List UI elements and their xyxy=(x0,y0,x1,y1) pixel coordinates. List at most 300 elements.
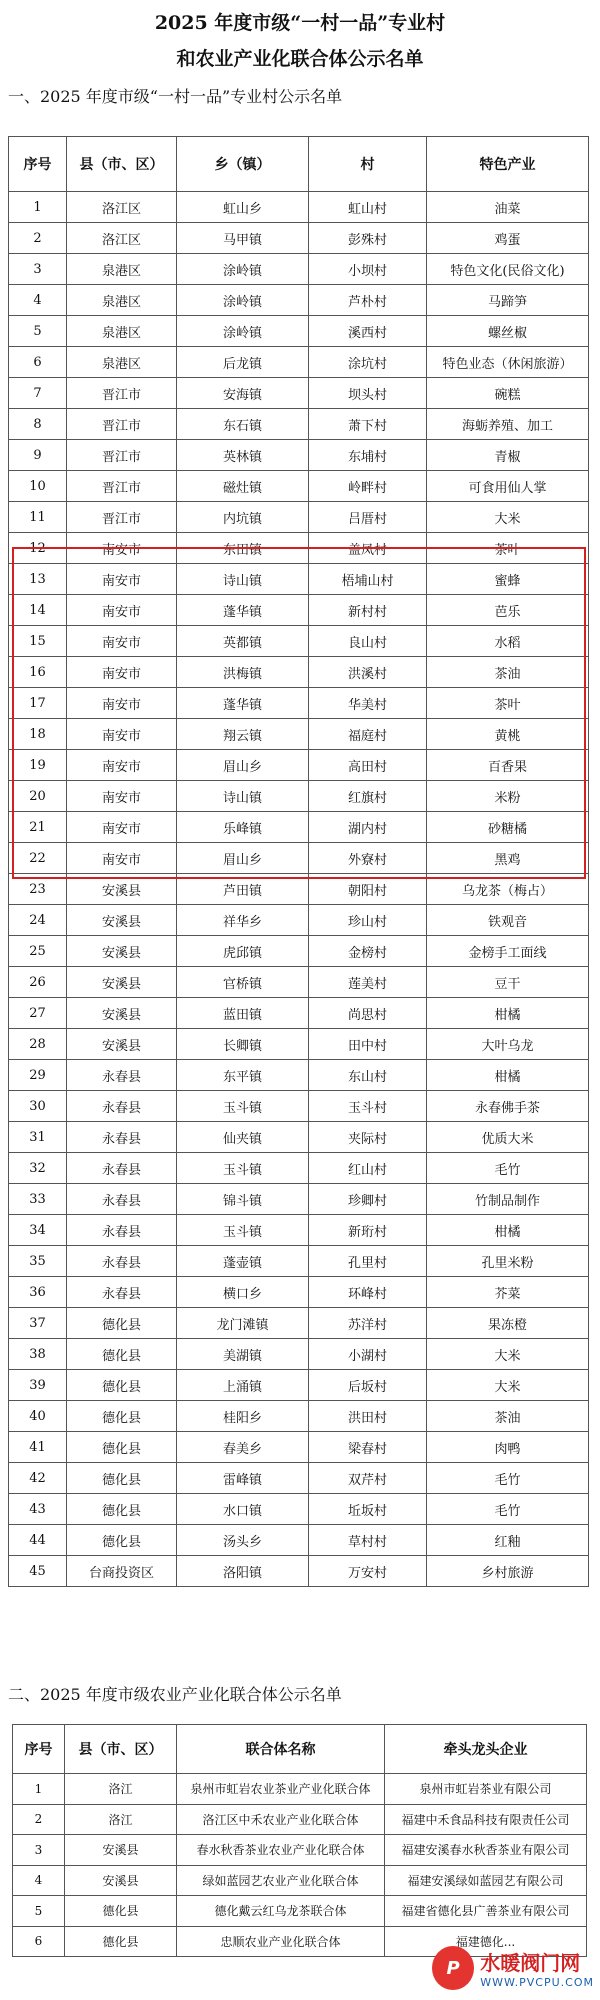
table-cell: 桂阳乡 xyxy=(177,1401,309,1432)
table-cell: 24 xyxy=(9,905,67,936)
table-cell: 磁灶镇 xyxy=(177,471,309,502)
table-cell: 永春县 xyxy=(67,1122,177,1153)
table-cell: 红旗村 xyxy=(309,781,427,812)
table-cell: 21 xyxy=(9,812,67,843)
table-cell: 南安市 xyxy=(67,564,177,595)
table-cell: 新珩村 xyxy=(309,1215,427,1246)
table-cell: 晋江市 xyxy=(67,409,177,440)
table-row xyxy=(9,285,589,316)
table-row xyxy=(9,1339,589,1370)
table-cell: 小湖村 xyxy=(309,1339,427,1370)
table-cell: 安溪县 xyxy=(67,936,177,967)
section1-heading: 一、2025 年度市级“一村一品”专业村公示名单 xyxy=(8,87,343,106)
table-row xyxy=(9,1029,589,1060)
table-cell: 官桥镇 xyxy=(177,967,309,998)
table-cell: 蓬壶镇 xyxy=(177,1246,309,1277)
watermark xyxy=(432,1942,594,1994)
table-cell: 茶叶 xyxy=(427,688,589,719)
table-row xyxy=(9,936,589,967)
table-cell: 安溪县 xyxy=(67,1029,177,1060)
table-cell: 梧埔山村 xyxy=(309,564,427,595)
table-cell: 百香果 xyxy=(427,750,589,781)
table-cell: 吕厝村 xyxy=(309,502,427,533)
table-cell: 12 xyxy=(9,533,67,564)
table-cell: 黄桃 xyxy=(427,719,589,750)
section2-heading: 二、2025 年度市级农业产业化联合体公示名单 xyxy=(8,1685,342,1704)
table-cell: 40 xyxy=(9,1401,67,1432)
table-cell: 福建安溪春水秋香茶业有限公司 xyxy=(385,1835,587,1866)
table-cell: 永春县 xyxy=(67,1277,177,1308)
table-cell: 特色文化(民俗文化) xyxy=(427,254,589,285)
watermark-site: WWW.PVCPU.COM xyxy=(480,1976,594,1989)
table-cell: 乡村旅游 xyxy=(427,1556,589,1587)
table-cell: 德化县 xyxy=(65,1926,177,1957)
village-table xyxy=(8,136,589,1587)
table-cell: 安溪县 xyxy=(65,1865,177,1896)
table-header-row xyxy=(9,137,589,192)
table-row xyxy=(9,1432,589,1463)
table-cell: 安溪县 xyxy=(65,1835,177,1866)
table-cell: 芥菜 xyxy=(427,1277,589,1308)
table-cell: 德化县 xyxy=(67,1525,177,1556)
table-cell: 41 xyxy=(9,1432,67,1463)
table-cell: 雷峰镇 xyxy=(177,1463,309,1494)
table-row xyxy=(9,1122,589,1153)
table-cell: 永春县 xyxy=(67,1091,177,1122)
table-cell: 永春县 xyxy=(67,1215,177,1246)
table-cell: 春水秋香茶业农业产业化联合体 xyxy=(177,1835,385,1866)
table-cell: 20 xyxy=(9,781,67,812)
table-cell: 双芹村 xyxy=(309,1463,427,1494)
table-cell: 10 xyxy=(9,471,67,502)
table-row xyxy=(9,812,589,843)
table-cell: 金榜手工面线 xyxy=(427,936,589,967)
column-header: 县（市、区） xyxy=(67,137,177,192)
table-cell: 5 xyxy=(9,316,67,347)
table-cell: 大米 xyxy=(427,1339,589,1370)
table-row xyxy=(9,1184,589,1215)
table-cell: 7 xyxy=(9,378,67,409)
table-row xyxy=(9,905,589,936)
table-cell: 42 xyxy=(9,1463,67,1494)
table-cell: 南安市 xyxy=(67,688,177,719)
table-cell: 福建中禾食品科技有限责任公司 xyxy=(385,1804,587,1835)
table-cell: 横口乡 xyxy=(177,1277,309,1308)
table-cell: 永春县 xyxy=(67,1153,177,1184)
table-cell: 蓝田镇 xyxy=(177,998,309,1029)
table-row xyxy=(9,688,589,719)
table-cell: 蓬华镇 xyxy=(177,595,309,626)
table-cell: 马甲镇 xyxy=(177,223,309,254)
table-cell: 后龙镇 xyxy=(177,347,309,378)
table-row xyxy=(9,967,589,998)
table-cell: 德化县 xyxy=(67,1370,177,1401)
table-cell: 蜜蜂 xyxy=(427,564,589,595)
table-row xyxy=(9,223,589,254)
table-cell: 19 xyxy=(9,750,67,781)
table-cell: 34 xyxy=(9,1215,67,1246)
table-cell: 38 xyxy=(9,1339,67,1370)
column-header: 乡（镇） xyxy=(177,137,309,192)
table-row xyxy=(9,1494,589,1525)
table-cell: 安溪县 xyxy=(67,905,177,936)
table-cell: 13 xyxy=(9,564,67,595)
table-cell: 芭乐 xyxy=(427,595,589,626)
table-cell: 德化县 xyxy=(67,1401,177,1432)
table-cell: 43 xyxy=(9,1494,67,1525)
table-cell: 豆干 xyxy=(427,967,589,998)
table-cell: 8 xyxy=(9,409,67,440)
table-cell: 柑橘 xyxy=(427,1060,589,1091)
table-cell: 肉鸭 xyxy=(427,1432,589,1463)
table-cell: 眉山乡 xyxy=(177,843,309,874)
table-row xyxy=(9,471,589,502)
table-row xyxy=(9,1153,589,1184)
table-cell: 玉斗村 xyxy=(309,1091,427,1122)
table-cell: 坵坂村 xyxy=(309,1494,427,1525)
table-cell: 果冻橙 xyxy=(427,1308,589,1339)
table-cell: 孔里村 xyxy=(309,1246,427,1277)
table-cell: 萧下村 xyxy=(309,409,427,440)
table-cell: 永春县 xyxy=(67,1184,177,1215)
table-cell: 14 xyxy=(9,595,67,626)
table-cell: 米粉 xyxy=(427,781,589,812)
table-cell: 英林镇 xyxy=(177,440,309,471)
table-row xyxy=(9,1215,589,1246)
table-cell: 安溪县 xyxy=(67,998,177,1029)
table-cell: 虹山村 xyxy=(309,192,427,223)
table-row xyxy=(13,1896,587,1927)
table-cell: 优质大米 xyxy=(427,1122,589,1153)
table-cell: 福建德化... xyxy=(385,1926,587,1957)
table-cell: 27 xyxy=(9,998,67,1029)
table-cell: 万安村 xyxy=(309,1556,427,1587)
table-cell: 茶叶 xyxy=(427,533,589,564)
table-cell: 英都镇 xyxy=(177,626,309,657)
table-cell: 南安市 xyxy=(67,719,177,750)
consortium-table xyxy=(12,1724,587,1957)
table-row xyxy=(9,595,589,626)
table-cell: 珍山村 xyxy=(309,905,427,936)
table-row xyxy=(9,1463,589,1494)
table-cell: 茶油 xyxy=(427,1401,589,1432)
table-cell: 眉山乡 xyxy=(177,750,309,781)
table-cell: 37 xyxy=(9,1308,67,1339)
table-cell: 汤头乡 xyxy=(177,1525,309,1556)
table-cell: 4 xyxy=(9,285,67,316)
table-cell: 30 xyxy=(9,1091,67,1122)
table-cell: 上涌镇 xyxy=(177,1370,309,1401)
table-cell: 后坂村 xyxy=(309,1370,427,1401)
table-row xyxy=(9,1525,589,1556)
table-cell: 涂岭镇 xyxy=(177,316,309,347)
table-cell: 马蹄笋 xyxy=(427,285,589,316)
table-cell: 祥华乡 xyxy=(177,905,309,936)
table-cell: 良山村 xyxy=(309,626,427,657)
table-cell: 晋江市 xyxy=(67,471,177,502)
table-cell: 盖凤村 xyxy=(309,533,427,564)
table-cell: 岭畔村 xyxy=(309,471,427,502)
table-cell: 南安市 xyxy=(67,843,177,874)
table-cell: 福庭村 xyxy=(309,719,427,750)
table-cell: 泉港区 xyxy=(67,347,177,378)
column-header: 县（市、区） xyxy=(65,1725,177,1774)
table-row xyxy=(9,440,589,471)
table-cell: 安溪县 xyxy=(67,874,177,905)
table-cell: 美湖镇 xyxy=(177,1339,309,1370)
table-row xyxy=(9,1277,589,1308)
table-cell: 福建安溪绿如蓝园艺有限公司 xyxy=(385,1865,587,1896)
table-cell: 5 xyxy=(13,1896,65,1927)
table-cell: 晋江市 xyxy=(67,502,177,533)
table-cell: 鸡蛋 xyxy=(427,223,589,254)
table-cell: 德化县 xyxy=(67,1308,177,1339)
table-cell: 内坑镇 xyxy=(177,502,309,533)
table-cell: 台商投资区 xyxy=(67,1556,177,1587)
table-cell: 新村村 xyxy=(309,595,427,626)
table-cell: 洛阳镇 xyxy=(177,1556,309,1587)
table-cell: 33 xyxy=(9,1184,67,1215)
table-cell: 玉斗镇 xyxy=(177,1153,309,1184)
table-cell: 朝阳村 xyxy=(309,874,427,905)
table-cell: 洛江 xyxy=(65,1804,177,1835)
table-cell: 南安市 xyxy=(67,750,177,781)
table-cell: 永春县 xyxy=(67,1246,177,1277)
table-cell: 芦田镇 xyxy=(177,874,309,905)
table-cell: 大米 xyxy=(427,502,589,533)
table-cell: 11 xyxy=(9,502,67,533)
table-cell: 砂糖橘 xyxy=(427,812,589,843)
table-cell: 春美乡 xyxy=(177,1432,309,1463)
table-row xyxy=(9,564,589,595)
table-cell: 德化县 xyxy=(67,1339,177,1370)
table-cell: 水稻 xyxy=(427,626,589,657)
table-cell: 诗山镇 xyxy=(177,564,309,595)
table-cell: 外寮村 xyxy=(309,843,427,874)
table-row xyxy=(9,1401,589,1432)
table-row xyxy=(9,657,589,688)
table-cell: 洪田村 xyxy=(309,1401,427,1432)
table-cell: 26 xyxy=(9,967,67,998)
table-row xyxy=(9,998,589,1029)
table-cell: 东石镇 xyxy=(177,409,309,440)
watermark-logo-icon: P xyxy=(432,1946,474,1990)
table-row xyxy=(9,843,589,874)
table-cell: 南安市 xyxy=(67,812,177,843)
table-row xyxy=(9,1556,589,1587)
table-cell: 39 xyxy=(9,1370,67,1401)
table-cell: 2 xyxy=(9,223,67,254)
table-cell: 泉州市虹岩茶业有限公司 xyxy=(385,1774,587,1805)
table-cell: 虹山乡 xyxy=(177,192,309,223)
table-cell: 油菜 xyxy=(427,192,589,223)
table-cell: 南安市 xyxy=(67,657,177,688)
table-cell: 德化县 xyxy=(65,1896,177,1927)
table-row xyxy=(9,533,589,564)
table-cell: 36 xyxy=(9,1277,67,1308)
column-header: 特色产业 xyxy=(427,137,589,192)
table-row xyxy=(9,347,589,378)
table-cell: 3 xyxy=(9,254,67,285)
table-cell: 安溪县 xyxy=(67,967,177,998)
table-cell: 31 xyxy=(9,1122,67,1153)
table-cell: 洪溪村 xyxy=(309,657,427,688)
table-cell: 南安市 xyxy=(67,781,177,812)
table-cell: 15 xyxy=(9,626,67,657)
table-row xyxy=(9,874,589,905)
table-row xyxy=(9,626,589,657)
table-row xyxy=(9,1370,589,1401)
table-cell: 35 xyxy=(9,1246,67,1277)
table-cell: 南安市 xyxy=(67,533,177,564)
table-cell: 洛江区 xyxy=(67,192,177,223)
table-cell: 金榜村 xyxy=(309,936,427,967)
table-cell: 德化县 xyxy=(67,1494,177,1525)
table-cell: 32 xyxy=(9,1153,67,1184)
table-row xyxy=(9,1060,589,1091)
table-cell: 毛竹 xyxy=(427,1153,589,1184)
table-cell: 仙夹镇 xyxy=(177,1122,309,1153)
column-header: 牵头龙头企业 xyxy=(385,1725,587,1774)
table-cell: 高田村 xyxy=(309,750,427,781)
table-cell: 涂岭镇 xyxy=(177,254,309,285)
table-cell: 乐峰镇 xyxy=(177,812,309,843)
table-cell: 28 xyxy=(9,1029,67,1060)
table-row xyxy=(9,781,589,812)
table-cell: 永春佛手茶 xyxy=(427,1091,589,1122)
table-cell: 尚思村 xyxy=(309,998,427,1029)
table-cell: 红山村 xyxy=(309,1153,427,1184)
table-row xyxy=(9,1091,589,1122)
table-cell: 莲美村 xyxy=(309,967,427,998)
table-row xyxy=(13,1865,587,1896)
table-cell: 黑鸡 xyxy=(427,843,589,874)
table-cell: 1 xyxy=(9,192,67,223)
table-cell: 福建省德化县广善茶业有限公司 xyxy=(385,1896,587,1927)
table-cell: 溪西村 xyxy=(309,316,427,347)
table-cell: 大叶乌龙 xyxy=(427,1029,589,1060)
table-cell: 东埔村 xyxy=(309,440,427,471)
table-row xyxy=(13,1835,587,1866)
table-cell: 南安市 xyxy=(67,595,177,626)
table-cell: 小坝村 xyxy=(309,254,427,285)
table-cell: 水口镇 xyxy=(177,1494,309,1525)
table-cell: 茶油 xyxy=(427,657,589,688)
document-title-line2: 和农业产业化联合体公示名单 xyxy=(176,48,424,70)
table-cell: 可食用仙人掌 xyxy=(427,471,589,502)
table-row xyxy=(9,1308,589,1339)
column-header: 序号 xyxy=(13,1725,65,1774)
table-cell: 泉港区 xyxy=(67,285,177,316)
table-row xyxy=(9,254,589,285)
table-cell: 29 xyxy=(9,1060,67,1091)
table-cell: 特色业态（休闲旅游） xyxy=(427,347,589,378)
table-cell: 9 xyxy=(9,440,67,471)
table-cell: 德化县 xyxy=(67,1463,177,1494)
table-cell: 苏洋村 xyxy=(309,1308,427,1339)
table-cell: 6 xyxy=(9,347,67,378)
table-cell: 毛竹 xyxy=(427,1494,589,1525)
table-cell: 绿如蓝园艺农业产业化联合体 xyxy=(177,1865,385,1896)
table-cell: 44 xyxy=(9,1525,67,1556)
table-cell: 洪梅镇 xyxy=(177,657,309,688)
table-row xyxy=(9,409,589,440)
table-cell: 晋江市 xyxy=(67,440,177,471)
table-cell: 22 xyxy=(9,843,67,874)
table-cell: 蓬华镇 xyxy=(177,688,309,719)
table-cell: 洛江区中禾农业产业化联合体 xyxy=(177,1804,385,1835)
document-title-line1: 2025 年度市级“一村一品”专业村 xyxy=(154,12,446,34)
table-cell: 龙门滩镇 xyxy=(177,1308,309,1339)
table-cell: 虎邱镇 xyxy=(177,936,309,967)
table-cell: 夹际村 xyxy=(309,1122,427,1153)
table-row xyxy=(9,750,589,781)
table-cell: 红釉 xyxy=(427,1525,589,1556)
table-cell: 永春县 xyxy=(67,1060,177,1091)
table-cell: 碗糕 xyxy=(427,378,589,409)
table-row xyxy=(9,1246,589,1277)
table-cell: 铁观音 xyxy=(427,905,589,936)
table-cell: 海蛎养殖、加工 xyxy=(427,409,589,440)
table-row xyxy=(9,192,589,223)
table-cell: 环峰村 xyxy=(309,1277,427,1308)
table-cell: 坝头村 xyxy=(309,378,427,409)
table-cell: 德化县 xyxy=(67,1432,177,1463)
table-cell: 6 xyxy=(13,1926,65,1957)
table-cell: 乌龙茶（梅占） xyxy=(427,874,589,905)
table-cell: 晋江市 xyxy=(67,378,177,409)
table-cell: 泉港区 xyxy=(67,316,177,347)
table-cell: 草村村 xyxy=(309,1525,427,1556)
table-cell: 芦朴村 xyxy=(309,285,427,316)
table-cell: 彭殊村 xyxy=(309,223,427,254)
table-cell: 德化戴云红乌龙茶联合体 xyxy=(177,1896,385,1927)
table-cell: 柑橘 xyxy=(427,998,589,1029)
table-cell: 18 xyxy=(9,719,67,750)
table-cell: 田中村 xyxy=(309,1029,427,1060)
table-row xyxy=(9,719,589,750)
table-row xyxy=(9,316,589,347)
table-cell: 大米 xyxy=(427,1370,589,1401)
table-cell: 长卿镇 xyxy=(177,1029,309,1060)
table-cell: 23 xyxy=(9,874,67,905)
table-cell: 玉斗镇 xyxy=(177,1215,309,1246)
column-header: 序号 xyxy=(9,137,67,192)
table-cell: 锦斗镇 xyxy=(177,1184,309,1215)
table-cell: 25 xyxy=(9,936,67,967)
table-cell: 翔云镇 xyxy=(177,719,309,750)
table-cell: 玉斗镇 xyxy=(177,1091,309,1122)
table-cell: 华美村 xyxy=(309,688,427,719)
table-cell: 梁春村 xyxy=(309,1432,427,1463)
table-cell: 涂坑村 xyxy=(309,347,427,378)
table-header-row xyxy=(13,1725,587,1774)
table-cell: 东山村 xyxy=(309,1060,427,1091)
table-cell: 诗山镇 xyxy=(177,781,309,812)
table-cell: 17 xyxy=(9,688,67,719)
table-cell: 孔里米粉 xyxy=(427,1246,589,1277)
table-row xyxy=(9,502,589,533)
table-cell: 洛江区 xyxy=(67,223,177,254)
table-cell: 螺丝椒 xyxy=(427,316,589,347)
table-cell: 柑橘 xyxy=(427,1215,589,1246)
table-cell: 4 xyxy=(13,1865,65,1896)
table-cell: 泉港区 xyxy=(67,254,177,285)
table-cell: 1 xyxy=(13,1774,65,1805)
table-cell: 东田镇 xyxy=(177,533,309,564)
column-header: 联合体名称 xyxy=(177,1725,385,1774)
table-cell: 珍卿村 xyxy=(309,1184,427,1215)
